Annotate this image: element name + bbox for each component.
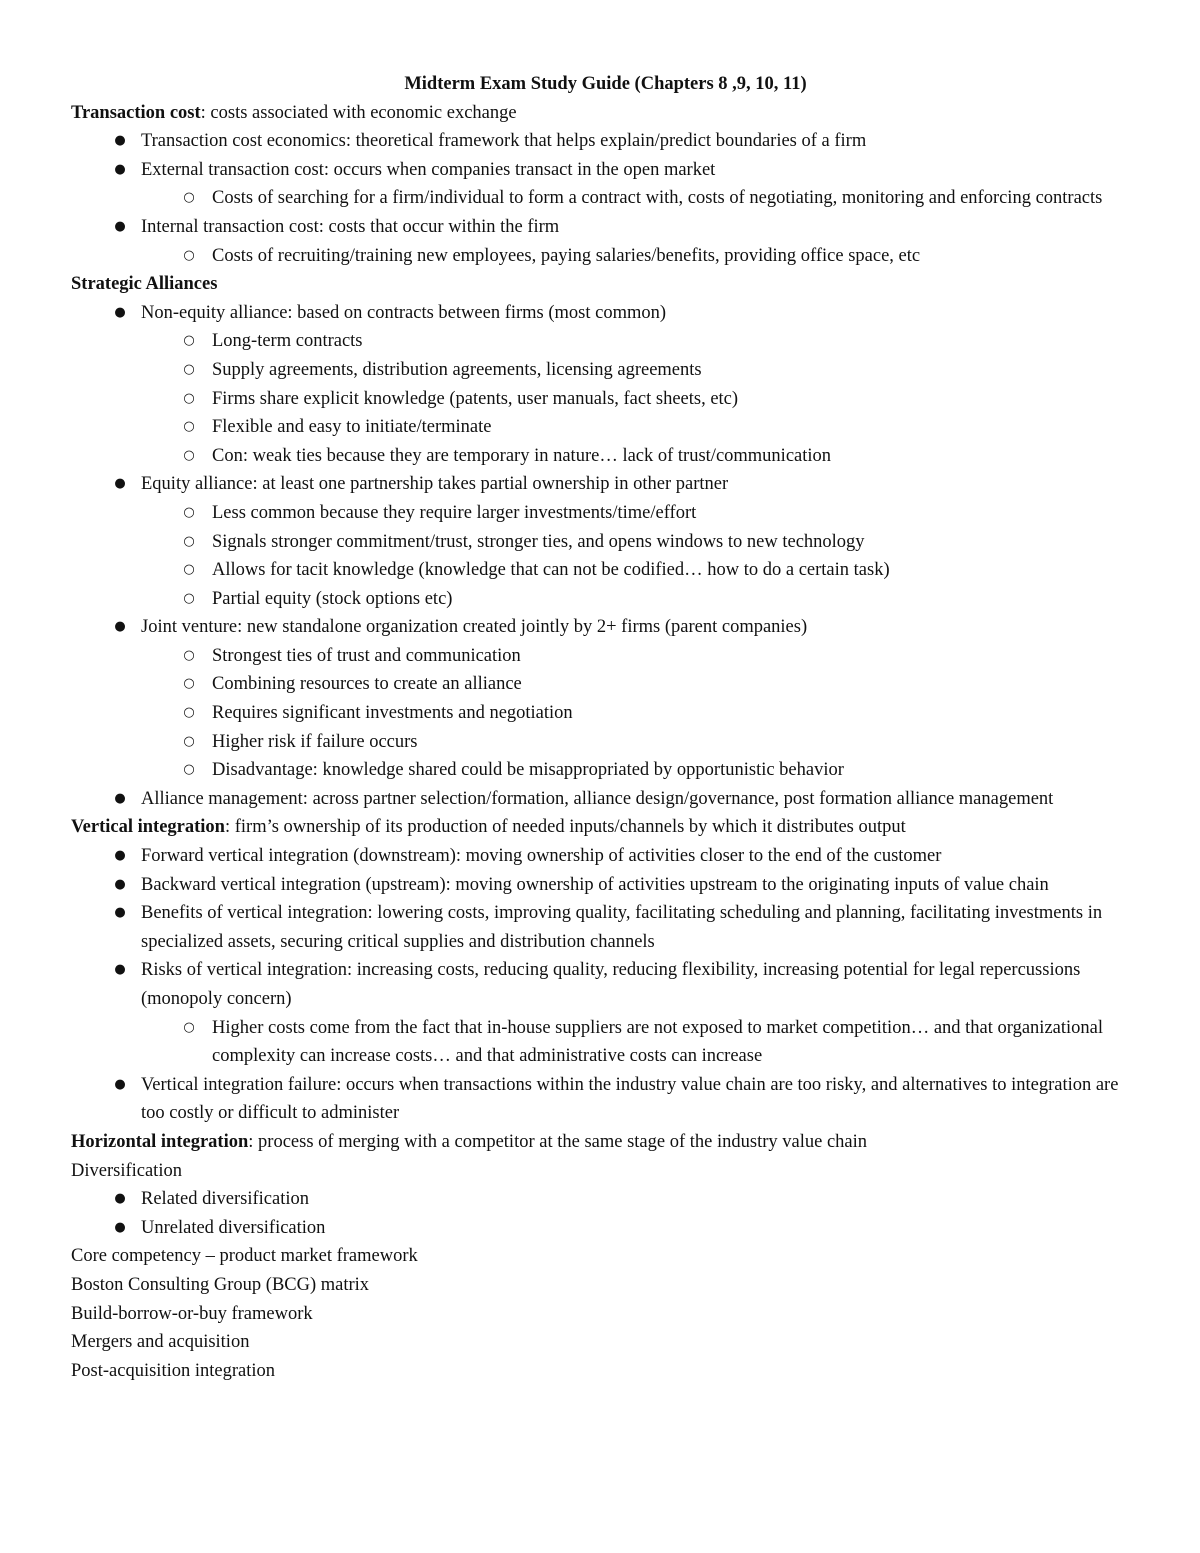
list-item-text: Alliance management: across partner selection/formation, alliance design/governance, post formation alliance management xyxy=(141,788,1054,809)
sub-list-item-text: Supply agreements, distribution agreements, licensing agreements xyxy=(212,359,702,380)
sub-list-item xyxy=(71,413,1140,442)
list-item xyxy=(71,1071,1140,1128)
bullet-icon: ● xyxy=(114,218,126,234)
bullet-icon: ● xyxy=(114,1191,126,1207)
sub-list-item-text: Strongest ties of trust and communication xyxy=(212,645,521,666)
list-item xyxy=(71,785,1140,814)
topic-line: Core competency – product market framework xyxy=(71,1246,418,1267)
hollow-bullet-icon: ○ xyxy=(183,247,195,263)
hollow-bullet-icon: ○ xyxy=(183,504,195,520)
sub-list-item xyxy=(71,670,1140,699)
bullet-icon: ● xyxy=(114,1219,126,1235)
vertical-integration-def-text: : firm’s ownership of its production of needed inputs/channels by which it distributes output xyxy=(224,817,906,838)
sub-list-item xyxy=(71,385,1140,414)
sub-list-item xyxy=(71,699,1140,728)
hollow-bullet-icon: ○ xyxy=(183,762,195,778)
hollow-bullet-icon: ○ xyxy=(183,562,195,578)
list-item xyxy=(71,613,1140,642)
sub-list-item xyxy=(71,585,1140,614)
vertical-integration-definition xyxy=(71,813,1140,842)
hollow-bullet-icon: ○ xyxy=(183,733,195,749)
bullet-icon: ● xyxy=(114,161,126,177)
bullet-icon: ● xyxy=(114,962,126,978)
horizontal-integration-def-text: : process of merging with a competitor at the same stage of the industry value chain xyxy=(248,1131,868,1152)
hollow-bullet-icon: ○ xyxy=(183,1019,195,1035)
list-item xyxy=(71,127,1140,156)
list-item xyxy=(71,1214,1140,1243)
list-item-text: Related diversification xyxy=(141,1189,309,1210)
list-item xyxy=(71,213,1140,242)
hollow-bullet-icon: ○ xyxy=(183,705,195,721)
sub-list-item xyxy=(71,356,1140,385)
bullet-icon: ● xyxy=(114,848,126,864)
horizontal-integration-definition xyxy=(71,1128,1140,1157)
hollow-bullet-icon: ○ xyxy=(183,390,195,406)
transaction-cost-def-text: : costs associated with economic exchange xyxy=(200,102,517,123)
list-item-text: Vertical integration failure: occurs when transactions within the industry value chain are too risky, and alternatives to integration are too costly or difficult to administer xyxy=(141,1074,1119,1124)
sub-list-item xyxy=(71,728,1140,757)
topic-line: Build-borrow-or-buy framework xyxy=(71,1303,313,1324)
list-item-text: Benefits of vertical integration: lowering costs, improving quality, facilitating scheduling and planning, facilitating investments in specialized assets, securing critical supplies and distribution channels xyxy=(141,903,1103,952)
list-item xyxy=(71,1185,1140,1214)
bullet-icon: ● xyxy=(114,1076,126,1092)
list-item-text: Joint venture: new standalone organization created jointly by 2+ firms (parent companies) xyxy=(141,617,808,638)
sub-list-item xyxy=(71,499,1140,528)
transaction-cost-definition xyxy=(71,99,1140,128)
sub-list-item xyxy=(71,327,1140,356)
list-item xyxy=(71,956,1140,1013)
vertical-integration-list xyxy=(71,842,1140,1128)
sub-list-item-text: Combining resources to create an alliance xyxy=(212,674,522,695)
sub-list-item-text: Costs of recruiting/training new employees, paying salaries/benefits, providing office space, etc xyxy=(212,245,921,266)
sub-list-item xyxy=(71,528,1140,557)
sub-list-item xyxy=(71,242,1140,271)
sub-list-item-text: Con: weak ties because they are temporary in nature… lack of trust/communication xyxy=(212,445,832,466)
sub-list-item-text: Flexible and easy to initiate/terminate xyxy=(212,417,492,438)
sub-list-item xyxy=(71,184,1140,213)
sub-list-item xyxy=(71,556,1140,585)
sub-list-item-text: Partial equity (stock options etc) xyxy=(212,588,453,609)
hollow-bullet-icon: ○ xyxy=(183,333,195,349)
bullet-icon: ● xyxy=(114,133,126,149)
transaction-cost-list xyxy=(71,127,1140,270)
hollow-bullet-icon: ○ xyxy=(183,647,195,663)
sub-list-item xyxy=(71,1014,1140,1071)
sub-list-item-text: Less common because they require larger investments/time/effort xyxy=(212,502,697,523)
list-item-text: Forward vertical integration (downstream): moving ownership of activities closer to the end of the customer xyxy=(141,846,942,867)
sub-list-item xyxy=(71,642,1140,671)
hollow-bullet-icon: ○ xyxy=(183,447,195,463)
topic-line: Mergers and acquisition xyxy=(71,1332,250,1353)
bullet-icon: ● xyxy=(114,876,126,892)
page-title: Midterm Exam Study Guide (Chapters 8 ,9, 10, 11) xyxy=(404,74,807,94)
hollow-bullet-icon: ○ xyxy=(183,361,195,377)
sub-list-item-text: Firms share explicit knowledge (patents, user manuals, fact sheets, etc) xyxy=(212,388,739,409)
sub-list-item-text: Higher risk if failure occurs xyxy=(212,731,418,752)
list-item-text: Internal transaction cost: costs that occur within the firm xyxy=(141,216,560,237)
sub-list-item-text: Allows for tacit knowledge (knowledge that can not be codified… how to do a certain task) xyxy=(212,560,890,581)
hollow-bullet-icon: ○ xyxy=(183,533,195,549)
term-vertical-integration: Vertical integration xyxy=(71,817,225,838)
term-transaction-cost: Transaction cost xyxy=(71,102,201,123)
hollow-bullet-icon: ○ xyxy=(183,190,195,206)
strategic-alliances-heading: Strategic Alliances xyxy=(71,274,218,295)
hollow-bullet-icon: ○ xyxy=(183,676,195,692)
bullet-icon: ● xyxy=(114,476,126,492)
list-item xyxy=(71,299,1140,328)
bullet-icon: ● xyxy=(114,790,126,806)
sub-list-item xyxy=(71,756,1140,785)
list-item xyxy=(71,899,1140,956)
diversification-heading: Diversification xyxy=(71,1160,182,1181)
list-item xyxy=(71,842,1140,871)
list-item xyxy=(71,871,1140,900)
list-item-text: Non-equity alliance: based on contracts between firms (most common) xyxy=(141,302,667,323)
diversification-list xyxy=(71,1185,1140,1242)
sub-list-item xyxy=(71,442,1140,471)
sub-list-item-text: Higher costs come from the fact that in-house suppliers are not exposed to market competition… and that organizational complexity can increase costs… and that administrative costs can increase xyxy=(212,1017,1103,1067)
list-item-text: Transaction cost economics: theoretical framework that helps explain/predict boundaries of a firm xyxy=(141,131,867,152)
list-item-text: Unrelated diversification xyxy=(141,1217,326,1238)
sub-list-item-text: Long-term contracts xyxy=(212,331,363,352)
list-item-text: External transaction cost: occurs when companies transact in the open market xyxy=(141,159,716,180)
list-item-text: Backward vertical integration (upstream): moving ownership of activities upstream to the originating inputs of value chain xyxy=(141,874,1049,895)
bullet-icon: ● xyxy=(114,619,126,635)
list-item-text: Equity alliance: at least one partnership takes partial ownership in other partner xyxy=(141,474,729,495)
strategic-alliances-list xyxy=(71,299,1140,814)
hollow-bullet-icon: ○ xyxy=(183,419,195,435)
list-item xyxy=(71,470,1140,499)
bullet-icon: ● xyxy=(114,304,126,320)
sub-list-item-text: Signals stronger commitment/trust, stronger ties, and opens windows to new technology xyxy=(212,531,865,552)
list-item xyxy=(71,156,1140,185)
topic-line: Post-acquisition integration xyxy=(71,1360,275,1381)
bullet-icon: ● xyxy=(114,905,126,921)
hollow-bullet-icon: ○ xyxy=(183,590,195,606)
sub-list-item-text: Costs of searching for a firm/individual to form a contract with, costs of negotiating, monitoring and enforcing contracts xyxy=(212,188,1103,209)
list-item-text: Risks of vertical integration: increasing costs, reducing quality, reducing flexibility, increasing potential for legal repercussions (monopoly concern) xyxy=(141,960,1081,1009)
sub-list-item-text: Requires significant investments and negotiation xyxy=(212,703,573,724)
term-horizontal-integration: Horizontal integration xyxy=(71,1131,249,1152)
topic-line: Boston Consulting Group (BCG) matrix xyxy=(71,1274,370,1295)
sub-list-item-text: Disadvantage: knowledge shared could be misappropriated by opportunistic behavior xyxy=(212,760,844,781)
